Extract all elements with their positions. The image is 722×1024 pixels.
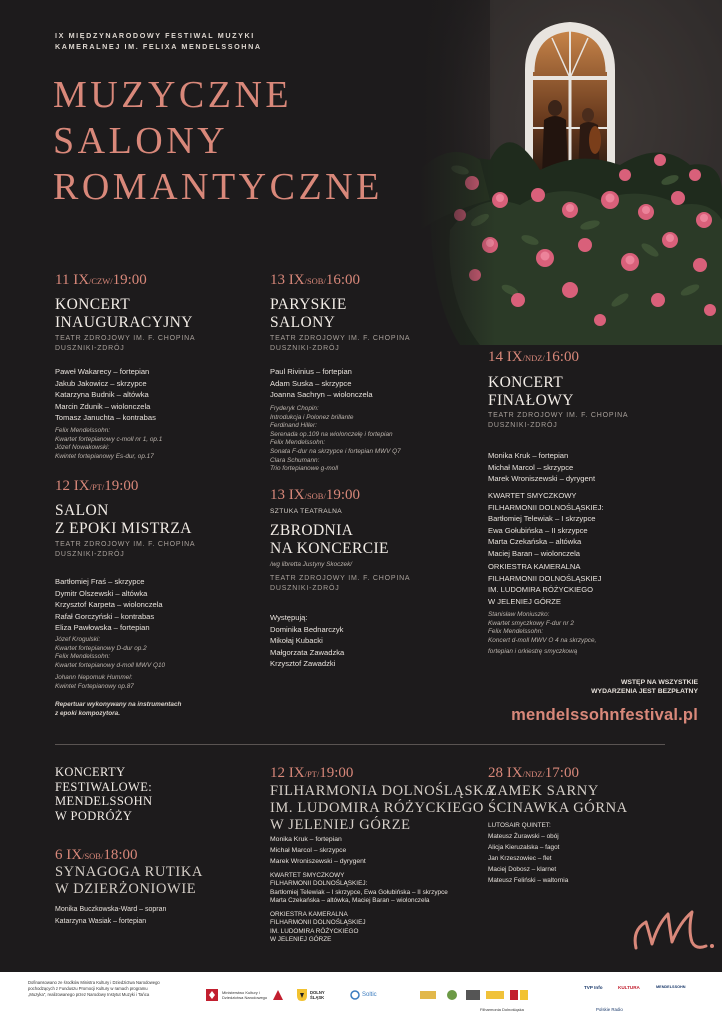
performer: Monika Kruk – fortepian (270, 836, 342, 843)
event-2-title-line-1: SALON (55, 502, 109, 519)
group-line: KWARTET SMYCZKOWY (488, 491, 577, 500)
program-line: Ferdinand Hiller: (270, 422, 317, 430)
ministry-logo (205, 988, 268, 1002)
event-2-title-line-2: Z EPOKI MISTRZA (55, 520, 192, 537)
event-4-venue-line-1: TEATR ZDROJOWY IM. F. CHOPINA (270, 575, 411, 582)
performer: Adam Suska – skrzypce (270, 378, 352, 388)
cast-member: Krzysztof Zawadzki (270, 659, 336, 669)
performer: Michał Marcol – skrzypce (488, 462, 574, 472)
mendelssohn-partner-logo (656, 980, 686, 994)
cast-member: Mikołaj Kubacki (270, 636, 323, 646)
event-5-string-quartet (488, 490, 604, 560)
tour-heading-line: MENDELSSOHN (55, 794, 153, 808)
group-line: Marta Czekańska – altówka, Maciej Baran – wiolonczela (270, 897, 430, 905)
event-2-performers (55, 576, 163, 634)
performer: Marek Wroniszewski – dyrygent (270, 858, 366, 865)
event-4-venue (270, 574, 410, 594)
event-5-orchestra (488, 561, 602, 607)
program-line: Koncert d-moll MWV O 4 na skrzypce, (488, 636, 597, 644)
free-entry-line-1: WSTĘP NA WSZYSTKIE (620, 679, 698, 686)
program-line: Kwintet fortepianowy Es-dur, op.17 (55, 452, 154, 460)
tour-3-time: 17:00 (544, 765, 579, 781)
filharmonia-logo (480, 1002, 524, 1016)
program-line: Trio fortepianowe g-moll (270, 465, 339, 473)
group-line: Bartłomiej Telewiak – I skrzypce (488, 514, 596, 524)
event-4-title-line-1: ZBRODNIA (270, 522, 354, 539)
event-2-time: 19:00 (104, 478, 139, 494)
section-divider (55, 744, 665, 745)
performer: Paweł Wakarecy – fortepian (55, 367, 150, 376)
nimit-emblem-icon (272, 988, 284, 1002)
event-2-venue (55, 540, 195, 560)
tour-1-venue-line-1: SYNAGOGA RUTIKA (55, 864, 203, 880)
group-line: Ewa Gołubińska – II skrzypce (488, 525, 588, 535)
group-line: ORKIESTRA KAMERALNA (270, 911, 348, 918)
event-3-program (270, 405, 401, 474)
performer: Tomasz Januchta – kontrabas (55, 413, 156, 423)
mendelssohn-partner-text: MENDELSSOHN (656, 985, 686, 989)
performer: Monika Kruk – fortepian (488, 451, 569, 460)
title-line-2: SALONY (53, 120, 229, 162)
tour-2-venue (270, 783, 495, 834)
funding-line: „Muzyka”, realizowanego przez Narodowy Instytut Muzyki i Tańca (28, 992, 150, 997)
performer: Paul Rivinius – fortepian (270, 367, 352, 376)
event-3-venue-line-2: DUSZNIKI-ZDRÓJ (270, 345, 340, 352)
program-line: Józef Nowakowski: (55, 444, 110, 452)
event-1-venue-line-1: TEATR ZDROJOWY IM. F. CHOPINA (55, 335, 196, 342)
festival-subtitle (55, 30, 262, 52)
event-4-title (270, 522, 389, 558)
funding-line: Dofinansowano ze środków Ministra Kultury i Dziedzictwa Narodowego (28, 980, 160, 985)
event-5-title-line-2: FINAŁOWY (488, 392, 574, 409)
performer: Eliza Pawłowska – fortepian (55, 623, 150, 633)
free-entry-line-2: WYDARZENIA JEST BEZPŁATNY (591, 688, 698, 695)
tvp-kultura-logo (618, 980, 640, 994)
tvp-info-logo (584, 980, 603, 994)
tour-3-day-number: 28 IX (488, 765, 523, 781)
program-line: Kwartet fortepianowy c-moll nr 1, op.1 (55, 435, 163, 443)
soltic-logo (350, 988, 377, 1002)
sponsor-footer (0, 972, 722, 1024)
tour-2-date (270, 765, 353, 782)
event-4-title-line-2: NA KONCERCIE (270, 540, 389, 557)
event-1-title (55, 296, 193, 332)
tour-1-time: 18:00 (103, 847, 138, 863)
performer: Rafał Gorczyński – kontrabas (55, 611, 155, 621)
performer: Mateusz Feliński – waltornia (488, 877, 569, 884)
group-line: KWARTET SMYCZKOWY (270, 872, 345, 879)
performer: Maciej Dobosz – klarnet (488, 866, 557, 873)
event-3-title-line-1: PARYSKIE (270, 296, 347, 313)
tour-heading-line: KONCERTY (55, 765, 126, 779)
performer: Dymitr Olszewski – altówka (55, 588, 148, 598)
window-roses-photo (420, 0, 722, 345)
performer: Bartłomiej Fraś – skrzypce (55, 577, 145, 586)
event-1-weekday: /CZW/ (89, 276, 113, 286)
program-line: Serenada op.109 na wiolonczelę i fortepian (270, 430, 393, 438)
event-1-date (55, 272, 147, 289)
tour-1-weekday: /SOB/ (82, 851, 104, 861)
program-line: Stanisław Moniuszko: (488, 611, 550, 618)
festival-subtitle-line-2: KAMERALNEJ IM. FELIXA MENDELSSOHNA (55, 42, 262, 51)
program-line: Felix Mendelssohn: (270, 439, 326, 447)
event-5-time: 16:00 (544, 349, 579, 365)
group-line: W JELENIEJ GÓRZE (488, 596, 561, 606)
event-4-day-number: 13 IX (270, 487, 305, 503)
program-line: Kwartet fortepianowy d-moll MWV Q10 (55, 661, 166, 669)
tour-3-ensemble (488, 820, 568, 886)
performer: Joanna Sachryn – wiolonczela (270, 390, 373, 400)
tour-2-venue-line-1: FILHARMONIA DOLNOŚLĄSKA (270, 783, 496, 799)
tour-2-venue-line-2: IM. LUDOMIRA RÓŻYCKIEGO (270, 800, 484, 816)
nimit-logo (272, 988, 284, 1002)
event-2-venue-line-1: TEATR ZDROJOWY IM. F. CHOPINA (55, 541, 196, 548)
tour-2-day-number: 12 IX (270, 765, 305, 781)
dolny-slask-logo (296, 988, 332, 1002)
event-5-day-number: 14 IX (488, 349, 523, 365)
event-3-date (270, 272, 360, 289)
tour-3-venue-line-1: ZAMEK SARNY (488, 783, 599, 799)
event-1-program (55, 427, 162, 461)
event-3-day-number: 13 IX (270, 272, 305, 288)
eagle-emblem-icon (205, 988, 219, 1002)
funding-note (28, 980, 160, 998)
performer: Katarzyna Wasiak – fortepian (55, 917, 147, 925)
tour-heading (55, 765, 152, 823)
event-4-venue-line-2: DUSZNIKI-ZDRÓJ (270, 585, 340, 592)
note-line: Repertuar wykonywany na instrumentach (55, 701, 182, 708)
soltic-text: Soltic (362, 992, 377, 998)
event-5-venue-line-2: DUSZNIKI-ZDRÓJ (488, 422, 558, 429)
event-4-weekday: /SOB/ (304, 491, 326, 501)
event-2-instrument-note (55, 700, 181, 718)
event-5-performers (488, 450, 595, 485)
event-1-venue (55, 334, 195, 354)
partner-logos-row (420, 988, 530, 1002)
program-line: Felix Mendelssohn: (55, 427, 111, 434)
tour-1-venue (55, 864, 203, 898)
tour-1-venue-line-2: W DZIERŻONIOWIE (55, 881, 197, 897)
program-line: Felix Mendelssohn: (55, 653, 111, 661)
performer: Marek Wroniszewski – dyrygent (488, 474, 596, 484)
program-line: Clara Schumann: (270, 456, 320, 464)
performer: Mateusz Żurawski – obój (488, 833, 559, 840)
program-line: Sonata F-dur na skrzypce i fortepian MWV Q7 (270, 447, 401, 455)
event-2-day-number: 12 IX (55, 478, 90, 494)
event-3-time: 16:00 (325, 272, 361, 288)
event-5-weekday: /NDZ/ (522, 353, 545, 363)
cast-member: Dominika Bednarczyk (270, 624, 344, 634)
tour-2-weekday: /PT/ (304, 769, 320, 779)
event-5-title-line-1: KONCERT (488, 374, 564, 391)
event-3-venue (270, 334, 410, 354)
tour-1-day-number: 6 IX (55, 847, 83, 863)
dolny-slask-crest-icon (296, 988, 308, 1002)
event-1-venue-line-2: DUSZNIKI-ZDRÓJ (55, 345, 125, 352)
group-line: Maciej Baran – wiolonczela (488, 548, 581, 558)
festival-monogram-logo (628, 900, 718, 960)
event-2-weekday: /PT/ (89, 482, 105, 492)
event-1-title-line-2: INAUGURACYJNY (55, 314, 193, 331)
event-1-title-line-1: KONCERT (55, 296, 131, 313)
event-1-performers (55, 366, 156, 424)
program-line: Fryderyk Chopin: (270, 405, 319, 412)
soltic-mark-icon (350, 990, 360, 1000)
group-line: Bartłomiej Telewiak – I skrzypce, Ewa Gołubińska – II skrzypce (270, 888, 448, 896)
event-4-time: 19:00 (325, 487, 361, 503)
event-1-time: 19:00 (112, 272, 147, 288)
group-line: ORKIESTRA KAMERALNA (488, 562, 581, 571)
tvp-kultura-text: KULTURA (618, 984, 640, 990)
performer: Krzysztof Karpeta – wiolonczela (55, 600, 163, 610)
filharmonia-text: Filharmonia Dolnośląska (480, 1006, 524, 1012)
group-line: FILHARMONII DOLNOŚLĄSKIEJ (488, 573, 602, 583)
dolny-slask-text: DOLNY ŚLĄSK (310, 990, 325, 1000)
performer: Jakub Jakowicz – skrzypce (55, 378, 147, 388)
tour-heading-line: W PODRÓŻY (55, 808, 133, 823)
performer: Alicja Kieruzalska – fagot (488, 844, 560, 851)
festival-website-link[interactable]: mendelssohnfestival.pl (511, 706, 698, 724)
tvp-info-text: TVP Info (584, 984, 603, 990)
group-line: IM. LUDOMIRA RÓŻYCKIEGO (488, 585, 594, 595)
tour-1-performers (55, 904, 166, 927)
event-3-weekday: /SOB/ (304, 276, 326, 286)
free-entry-note (591, 678, 698, 696)
note-line: z epoki kompozytora. (55, 710, 120, 717)
performer: Marcin Zdunik – wiolonczela (55, 401, 151, 411)
event-1-day-number: 11 IX (55, 272, 90, 288)
program-line: Józef Krogulski: (55, 636, 101, 643)
event-3-performers (270, 366, 373, 401)
program-line: Felix Mendelssohn: (488, 628, 544, 636)
festival-subtitle-line-1: IX MIĘDZYNARODOWY FESTIWAL MUZYKI (55, 31, 255, 40)
event-5-program (488, 611, 596, 657)
tour-3-weekday: /NDZ/ (522, 769, 545, 779)
ministry-logo-text: Ministerstwo Kultury i Dziedzictwa Narodowego (222, 990, 268, 1000)
funding-line: pochodzących z Funduszu Promocji Kultury w ramach programu (28, 986, 148, 991)
event-5-title (488, 374, 574, 410)
tour-3-venue (488, 783, 628, 817)
tour-heading-line: FESTIWALOWE: (55, 779, 153, 794)
tour-2-performers (270, 834, 366, 867)
title-line-1: MUZYCZNE (53, 74, 293, 116)
group-line: FILHARMONII DOLNOŚLĄSKIEJ: (488, 502, 604, 512)
group-line: FILHARMONII DOLNOŚLĄSKIEJ: (270, 880, 368, 888)
polskie-radio-logo (596, 1002, 623, 1016)
tour-2-venue-line-3: W JELENIEJ GÓRZE (270, 817, 411, 833)
event-4-label: SZTUKA TEATRALNA (270, 508, 343, 515)
group-line: IM. LUDOMIRA RÓŻYCKIEGO (270, 927, 359, 935)
partner-logos-icon (420, 988, 530, 1002)
performer: Michał Marcol – skrzypce (270, 847, 347, 854)
event-4-libretto: /wg libretta Justyny Skoczek/ (270, 561, 353, 568)
event-2-date (55, 478, 138, 495)
event-3-venue-line-1: TEATR ZDROJOWY IM. F. CHOPINA (270, 335, 411, 342)
event-5-venue (488, 411, 628, 431)
cast-label: Występują: (270, 613, 308, 622)
tour-2-time: 19:00 (319, 765, 354, 781)
tour-3-venue-line-2: ŚCINAWKA GÓRNA (488, 800, 628, 816)
program-line: Kwartet fortepianowy D-dur op.2 (55, 644, 147, 652)
polskie-radio-text: Polskie Radio (596, 1006, 623, 1012)
group-line: FILHARMONII DOLNOŚLĄSKIEJ (270, 919, 366, 927)
event-2-program (55, 636, 165, 692)
performer: Katarzyna Budnik – altówka (55, 390, 149, 400)
ensemble-label: LUTOSAIR QUINTET: (488, 822, 551, 829)
poster-title (53, 72, 383, 210)
cast-member: Małgorzata Zawadzka (270, 647, 345, 657)
performer: Monika Buczkowska-Ward – sopran (55, 906, 167, 913)
event-5-date (488, 349, 579, 366)
event-2-title (55, 502, 192, 538)
event-3-title-line-2: SALONY (270, 314, 336, 331)
performer: Jan Krzeszowiec – flet (488, 855, 552, 862)
tour-3-date (488, 765, 579, 782)
title-line-3: ROMANTYCZNE (53, 166, 383, 208)
program-line: fortepian i orkiestrę smyczkową (488, 648, 578, 656)
program-line: Johann Nepomuk Hummel: (55, 674, 133, 682)
group-line: Marta Czekańska – altówka (488, 537, 582, 547)
event-2-venue-line-2: DUSZNIKI-ZDRÓJ (55, 551, 125, 558)
group-line: W JELENIEJ GÓRZE (270, 936, 332, 944)
tour-1-date (55, 847, 138, 864)
tour-2-string-quartet (270, 872, 448, 906)
event-3-title (270, 296, 347, 332)
tour-2-orchestra (270, 911, 366, 945)
event-4-cast (270, 612, 344, 670)
program-line: Kwartet smyczkowy F-dur nr 2 (488, 619, 574, 627)
event-4-date (270, 487, 360, 504)
event-5-venue-line-1: TEATR ZDROJOWY IM. F. CHOPINA (488, 412, 629, 419)
program-line: Introdukcja i Polonez brillante (270, 413, 354, 421)
program-line: Kwintet Fortepianowy op.87 (55, 682, 134, 690)
